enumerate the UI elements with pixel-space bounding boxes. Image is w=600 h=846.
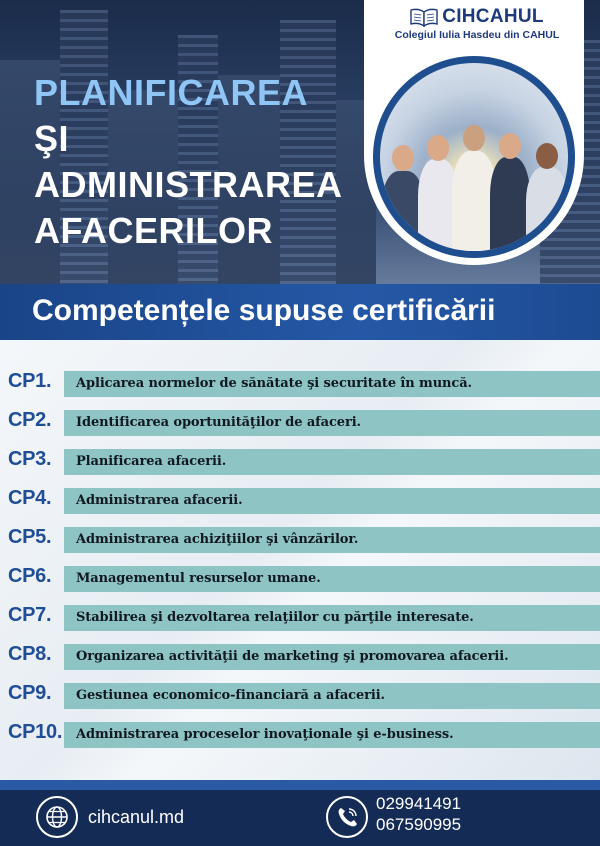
globe-icon bbox=[36, 796, 78, 838]
open-book-icon bbox=[410, 7, 438, 27]
competencies-list bbox=[0, 340, 600, 780]
competency-text: Administrarea afacerii. bbox=[76, 493, 243, 508]
logo-brand: CIHCAHUL bbox=[442, 6, 544, 27]
college-logo bbox=[392, 6, 562, 41]
team-photo-frame bbox=[373, 56, 575, 258]
phone-number-1[interactable]: 029941491 bbox=[376, 794, 462, 813]
competency-item bbox=[0, 563, 600, 593]
phone-number-2[interactable]: 067590995 bbox=[376, 815, 462, 834]
title-line-3: AFACERILOR bbox=[34, 210, 273, 251]
person-head bbox=[427, 135, 449, 161]
competency-item bbox=[0, 407, 600, 437]
competency-text: Managementul resurselor umane. bbox=[76, 571, 321, 586]
competency-item bbox=[0, 524, 600, 554]
competency-text: Aplicarea normelor de sănătate şi securitate în muncă. bbox=[76, 376, 472, 391]
competency-bar bbox=[64, 644, 600, 670]
competency-item bbox=[0, 485, 600, 515]
logo-subtitle: Colegiul Iulia Hasdeu din CAHUL bbox=[394, 29, 560, 41]
competency-code: CP7. bbox=[8, 604, 52, 626]
logo-card bbox=[364, 0, 584, 265]
competency-code: CP2. bbox=[8, 409, 52, 431]
competency-item bbox=[0, 446, 600, 476]
website-link[interactable]: cihcanul.md bbox=[88, 807, 185, 827]
competency-text: Administrarea proceselor inovaţionale şi e-business. bbox=[76, 727, 454, 742]
competency-bar bbox=[64, 371, 600, 397]
competency-text: Administrarea achiziţiilor şi vânzărilor. bbox=[76, 532, 359, 547]
competency-item bbox=[0, 719, 600, 749]
person-figure bbox=[490, 157, 530, 251]
competency-text: Stabilirea şi dezvoltarea relaţiilor cu părţile interesate. bbox=[76, 610, 474, 625]
competency-text: Planificarea afacerii. bbox=[76, 454, 227, 469]
competency-item bbox=[0, 602, 600, 632]
competency-bar bbox=[64, 488, 600, 514]
competency-bar bbox=[64, 449, 600, 475]
title-line-2: ŞI ADMINISTRAREA bbox=[34, 118, 343, 205]
person-figure bbox=[526, 167, 568, 251]
section-title: Competențele supuse certificării bbox=[32, 294, 496, 327]
competency-code: CP8. bbox=[8, 643, 52, 665]
program-title bbox=[34, 70, 364, 254]
competency-item bbox=[0, 680, 600, 710]
competency-item bbox=[0, 368, 600, 398]
section-banner bbox=[0, 284, 600, 340]
competency-bar bbox=[64, 566, 600, 592]
team-photo bbox=[380, 63, 568, 251]
phone-numbers bbox=[376, 793, 461, 835]
competency-code: CP6. bbox=[8, 565, 52, 587]
person-head bbox=[463, 125, 485, 151]
competency-text: Organizarea activităţii de marketing şi promovarea afacerii. bbox=[76, 649, 509, 664]
competency-code: CP9. bbox=[8, 682, 52, 704]
person-head bbox=[392, 145, 414, 171]
competency-bar bbox=[64, 722, 600, 748]
competency-bar bbox=[64, 527, 600, 553]
competency-code: CP5. bbox=[8, 526, 52, 548]
footer bbox=[0, 780, 600, 846]
competency-text: Gestiunea economico-financiară a afacerii. bbox=[76, 688, 385, 703]
person-head bbox=[499, 133, 521, 159]
person-head bbox=[536, 143, 558, 169]
competency-code: CP1. bbox=[8, 370, 52, 392]
competency-text: Identificarea oportunităţilor de afaceri. bbox=[76, 415, 361, 430]
title-line-1: PLANIFICAREA bbox=[34, 72, 308, 113]
competency-item bbox=[0, 641, 600, 671]
competency-bar bbox=[64, 410, 600, 436]
phone-icon bbox=[326, 796, 368, 838]
competency-code: CP10. bbox=[8, 721, 63, 743]
competency-code: CP3. bbox=[8, 448, 52, 470]
competency-code: CP4. bbox=[8, 487, 52, 509]
competency-bar bbox=[64, 683, 600, 709]
competency-bar bbox=[64, 605, 600, 631]
